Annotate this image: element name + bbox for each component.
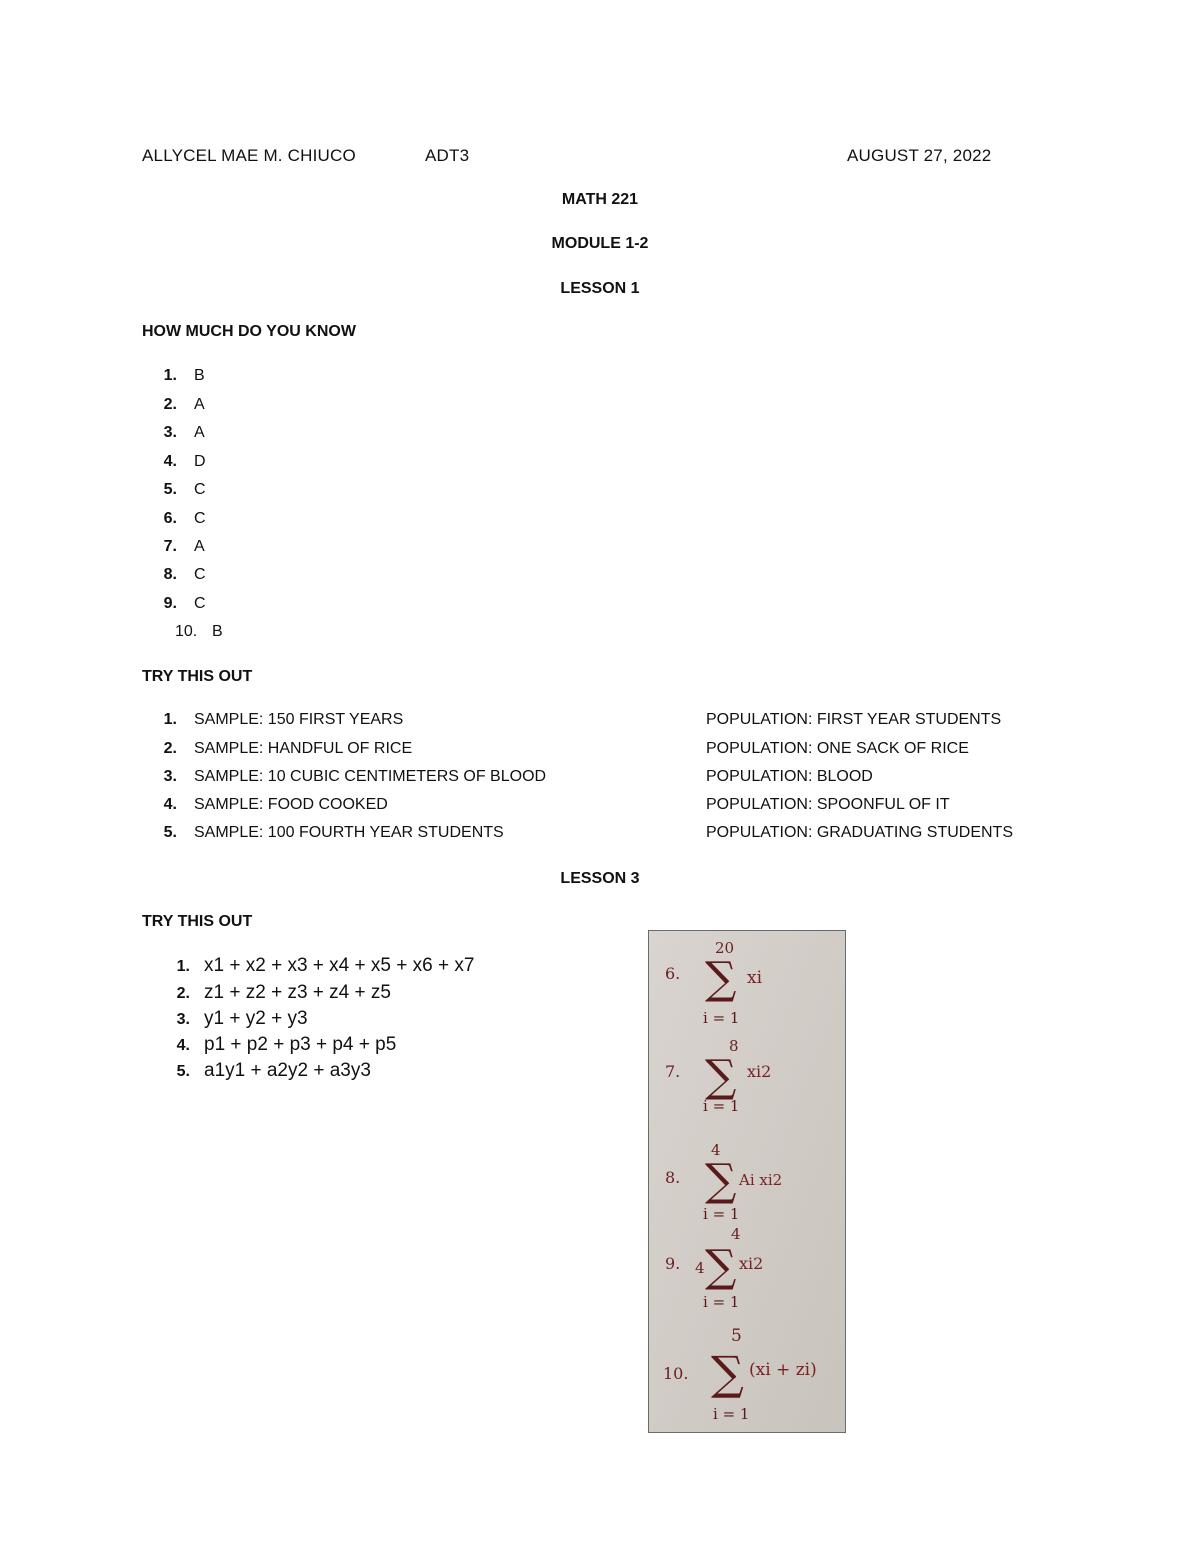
answer-letter: A: [194, 396, 205, 413]
item-number: 2.: [163, 740, 177, 757]
summation-number: 9.: [665, 1254, 681, 1273]
answer-number: 9.: [163, 595, 177, 612]
answer-item: [142, 367, 205, 387]
summation-term: (xi + zi): [749, 1360, 817, 1380]
answer-number: 6.: [163, 510, 177, 527]
summation-lower-limit: i = 1: [703, 1097, 740, 1115]
answer-letter: C: [194, 566, 206, 583]
answer-letter: C: [194, 595, 206, 612]
answer-letter: A: [194, 538, 205, 555]
handwritten-summation-drawing: [649, 931, 845, 1432]
summation-lower-limit: i = 1: [703, 1009, 740, 1027]
item-number: 1.: [176, 958, 190, 975]
student-name: ALLYCEL MAE M. CHIUCO: [142, 146, 356, 165]
answer-number: 4.: [163, 453, 177, 470]
course-title: MATH 221: [561, 191, 639, 208]
summation-lower-limit: i = 1: [703, 1293, 740, 1311]
population-text: POPULATION: FIRST YEAR STUDENTS: [706, 711, 1002, 728]
summation-upper-limit: 8: [729, 1037, 739, 1055]
sample-text: SAMPLE: 100 FOURTH YEAR STUDENTS: [194, 824, 504, 841]
answer-item: [142, 595, 206, 615]
sample-text: SAMPLE: HANDFUL OF RICE: [194, 740, 413, 757]
answer-number: 3.: [163, 424, 177, 441]
item-number: 4.: [163, 796, 177, 813]
population-text: POPULATION: GRADUATING STUDENTS: [706, 824, 1013, 841]
summation-upper-limit: 5: [731, 1326, 742, 1346]
sample-item: [142, 796, 388, 816]
expansion-item: [142, 1034, 396, 1056]
expansion-item: [142, 1008, 308, 1030]
answer-item: [142, 424, 205, 444]
sample-item: [142, 711, 403, 731]
summation-number: 8.: [665, 1168, 681, 1187]
sigma-symbol: ∑: [705, 1051, 737, 1102]
item-number: 3.: [163, 768, 177, 785]
expansion-text: p1 + p2 + p3 + p4 + p5: [204, 1034, 397, 1055]
sigma-symbol: ∑: [705, 953, 737, 1004]
expansion-item: [142, 1060, 371, 1082]
answer-letter: C: [194, 510, 206, 527]
item-number: 1.: [163, 711, 177, 728]
summation-term: Ai xi2: [739, 1171, 783, 1189]
answer-item: [142, 396, 205, 416]
answer-item: [142, 538, 205, 558]
expansion-item: [142, 955, 474, 977]
expansion-text: a1y1 + a2y2 + a3y3: [204, 1060, 371, 1081]
sigma-symbol: ∑: [711, 1346, 744, 1400]
answer-letter: C: [194, 481, 206, 498]
summation-term: xi2: [747, 1062, 772, 1081]
summation-lower-limit: i = 1: [713, 1405, 750, 1423]
how-much-heading: HOW MUCH DO YOU KNOW: [142, 323, 356, 340]
population-text: POPULATION: BLOOD: [706, 768, 873, 785]
answer-letter: D: [194, 453, 206, 470]
answer-item: [142, 453, 206, 473]
student-section: ADT3: [425, 146, 470, 165]
item-number: 2.: [176, 985, 190, 1002]
sample-item: [142, 740, 412, 760]
try-this-out-heading-lesson3: TRY THIS OUT: [142, 913, 253, 930]
sample-text: SAMPLE: FOOD COOKED: [194, 796, 388, 813]
answer-number: 1.: [163, 367, 177, 384]
answer-number: 8.: [163, 566, 177, 583]
summation-upper-limit: 20: [715, 939, 735, 957]
expansion-text: y1 + y2 + y3: [204, 1008, 308, 1029]
item-number: 4.: [176, 1037, 190, 1054]
summation-term: xi: [747, 968, 763, 988]
summation-upper-limit: 4: [731, 1225, 741, 1243]
population-text: POPULATION: SPOONFUL OF IT: [706, 796, 950, 813]
sample-item: [142, 768, 546, 788]
sample-item: [142, 824, 504, 844]
answer-number: 2.: [163, 396, 177, 413]
module-title: MODULE 1-2: [551, 235, 649, 252]
answer-letter: B: [194, 367, 205, 384]
summation-number: 7.: [665, 1062, 681, 1081]
summation-term: xi2: [739, 1254, 764, 1273]
summation-coefficient: 4: [695, 1259, 705, 1277]
summation-upper-limit: 4: [711, 1141, 721, 1159]
summation-lower-limit: i = 1: [703, 1205, 740, 1223]
answer-item: [142, 623, 223, 643]
answer-number: 7.: [163, 538, 177, 555]
answer-letter: B: [212, 623, 223, 640]
lesson-3-title: LESSON 3: [560, 870, 640, 887]
item-number: 5.: [176, 1063, 190, 1080]
population-text: POPULATION: ONE SACK OF RICE: [706, 740, 969, 757]
expansion-text: x1 + x2 + x3 + x4 + x5 + x6 + x7: [204, 955, 475, 976]
document-date: AUGUST 27, 2022: [847, 146, 992, 165]
sigma-symbol: ∑: [705, 1241, 737, 1292]
expansion-text: z1 + z2 + z3 + z4 + z5: [204, 982, 391, 1003]
answer-item: [142, 510, 206, 530]
summation-number: 6.: [665, 964, 681, 983]
answer-item: [142, 481, 206, 501]
item-number: 5.: [163, 824, 177, 841]
try-this-out-heading: TRY THIS OUT: [142, 668, 253, 685]
sample-text: SAMPLE: 10 CUBIC CENTIMETERS OF BLOOD: [194, 768, 547, 785]
lesson-1-title: LESSON 1: [560, 280, 640, 297]
expansion-item: [142, 982, 391, 1004]
sigma-symbol: ∑: [705, 1155, 737, 1206]
answer-number: 10.: [175, 623, 198, 640]
answer-item: [142, 566, 206, 586]
summation-number: 10.: [663, 1364, 689, 1383]
sample-text: SAMPLE: 150 FIRST YEARS: [194, 711, 404, 728]
answer-letter: A: [194, 424, 205, 441]
answer-number: 5.: [163, 481, 177, 498]
handwritten-summation-photo: [648, 930, 846, 1433]
item-number: 3.: [176, 1011, 190, 1028]
